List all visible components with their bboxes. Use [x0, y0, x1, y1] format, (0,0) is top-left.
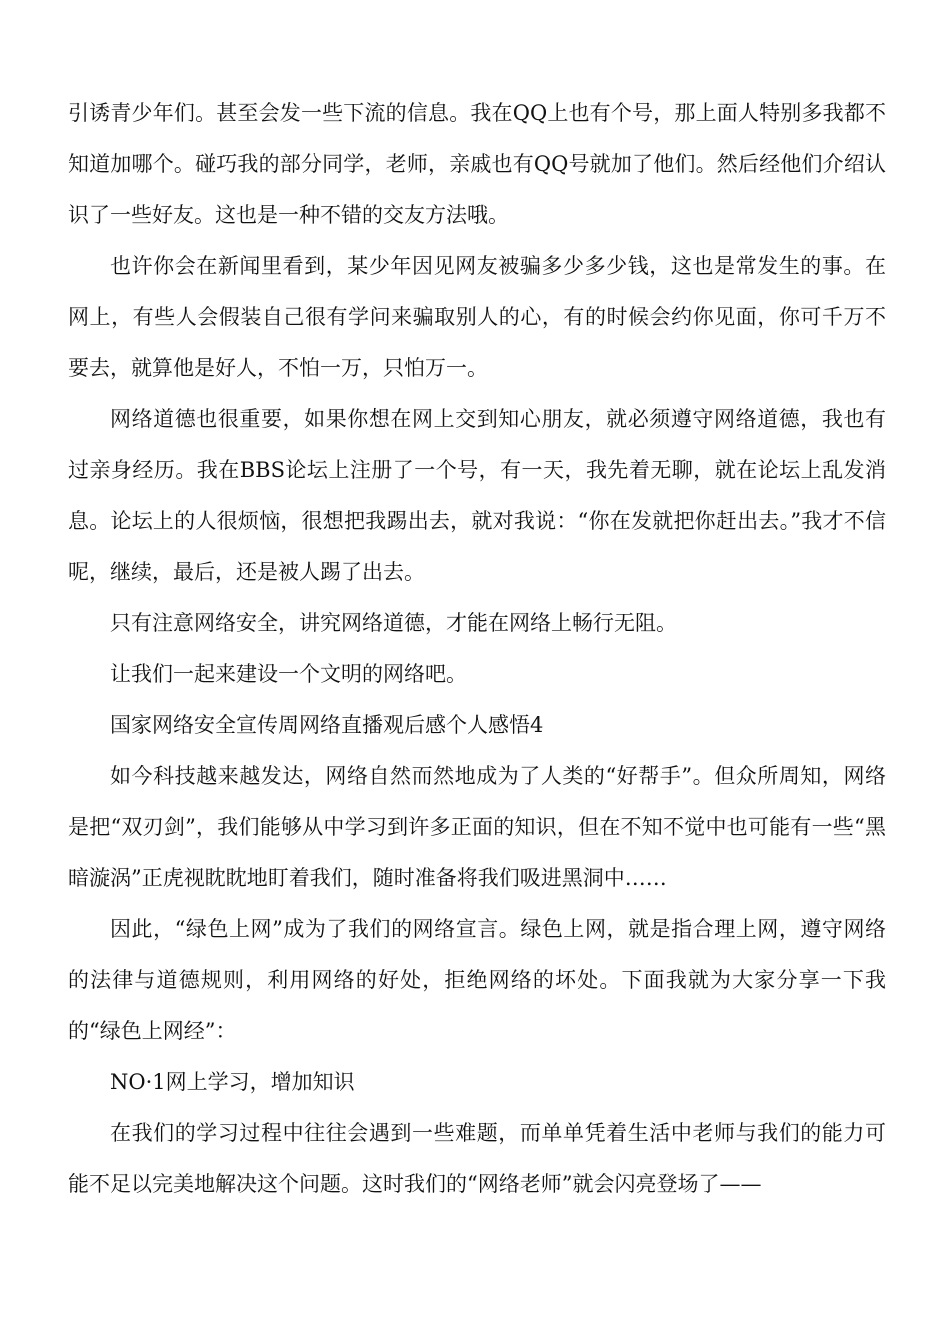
paragraph-call-to-action: 让我们一起来建设一个文明的网络吧。: [110, 662, 467, 686]
paragraph-online-learning: 在我们的学习过程中往往会遇到一些难题，而单单凭着生活中老师与我们的能力可能不足以完美地解决这个问题。这时我们的“网络老师”就会闪亮登场了——: [68, 1121, 886, 1196]
paragraph-technology-intro: 如今科技越来越发达，网络自然而然地成为了人类的“好帮手”。但众所周知，网络是把“双刃剑”，我们能够从中学习到许多正面的知识，但在不知不觉中也可能有一些“黑暗漩涡”正虎视眈眈地盯着我们，随时准备将我们吸进黑洞中……: [68, 764, 886, 890]
paragraph-network-ethics: 网络道德也很重要，如果你想在网上交到知心朋友，就必须遵守网络道德，我也有过亲身经历。我在BBS论坛上注册了一个号，有一天，我先着无聊，就在论坛上乱发消息。论坛上的人很烦恼，很想把我踢出去，就对我说：“你在发就把你赶出去。”我才不信呢，继续，最后，还是被人踢了出去。: [68, 407, 886, 584]
document-body: [68, 88, 886, 1210]
section-heading: 国家网络安全宣传周网络直播观后感个人感悟4: [110, 713, 544, 737]
paragraph-continuation: 引诱青少年们。甚至会发一些下流的信息。我在QQ上也有个号，那上面人特别多我都不知道加哪个。碰巧我的部分同学，老师，亲戚也有QQ号就加了他们。然后经他们介绍认识了一些好友。这也是一种不错的交友方法哦。: [68, 101, 886, 227]
paragraph-news-warning: 也许你会在新闻里看到，某少年因见网友被骗多少多少钱，这也是常发生的事。在网上，有些人会假装自己很有学问来骗取别人的心，有的时候会约你见面，你可千万不要去，就算他是好人，不怕一万，只怕万一。: [68, 254, 886, 380]
paragraph-safety-summary: 只有注意网络安全，讲究网络道德，才能在网络上畅行无阻。: [110, 611, 677, 635]
paragraph-green-internet: 因此，“绿色上网”成为了我们的网络宣言。绿色上网，就是指合理上网，遵守网络的法律与道德规则，利用网络的好处，拒绝网络的坏处。下面我就为大家分享一下我的“绿色上网经”：: [68, 917, 886, 1043]
subheading-no1: NO·1网上学习，增加知识: [110, 1070, 355, 1094]
